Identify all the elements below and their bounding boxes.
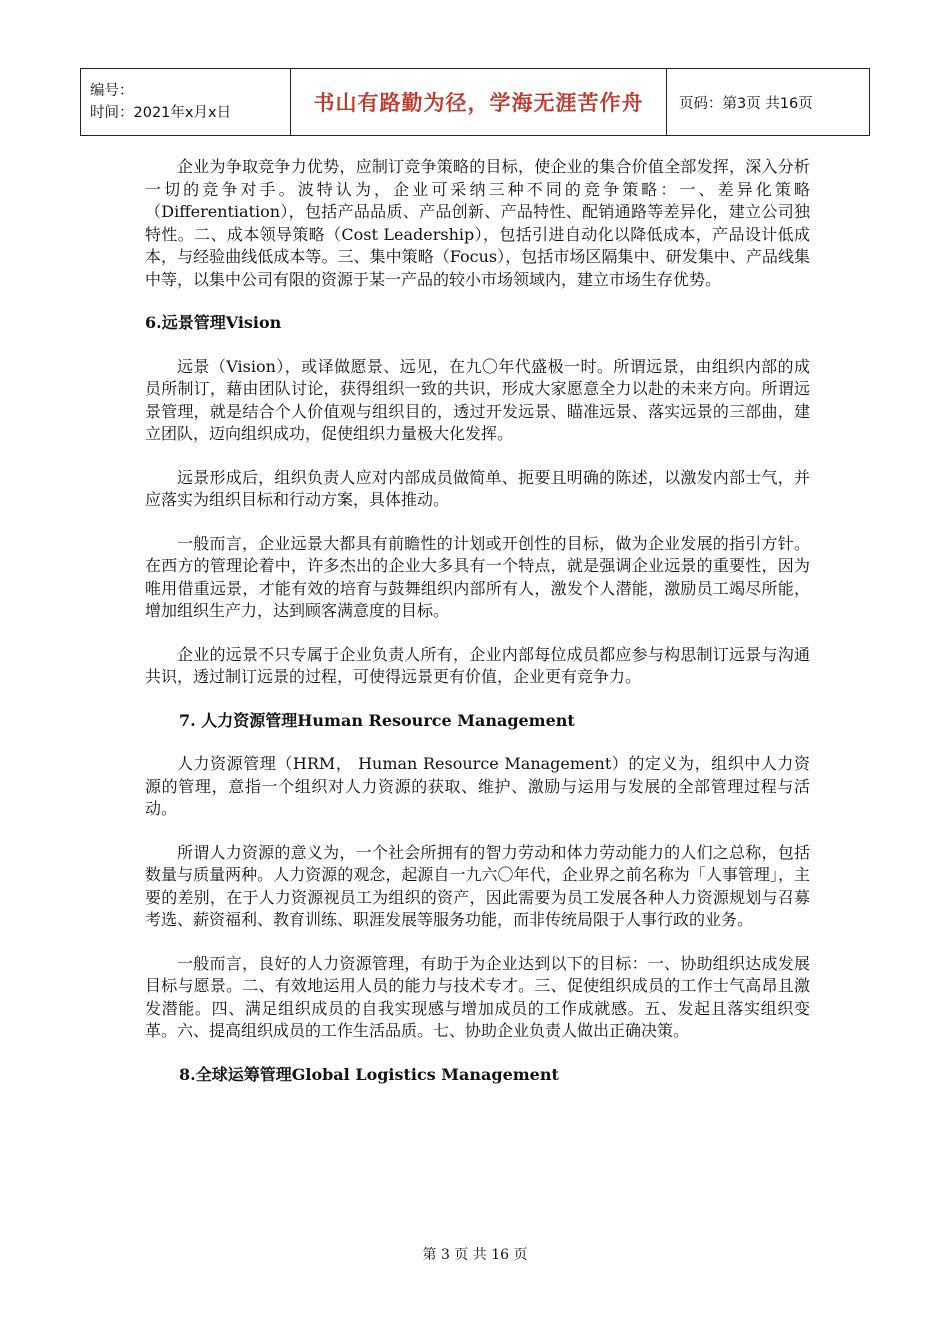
paragraph: 远景（Vision），或译做愿景、远见，在九〇年代盛极一时。所谓远景，由组织内部的成员所制订，藉由团队讨论，获得组织一致的共识，形成大家愿意全力以赴的未来方向。所谓远景管理，就是结合个人价值观与组织目的，透过开发远景、瞄准远景、落实远景的三部曲，建立团队，迈向组织成功，促使组织力量极大化发挥。	[145, 356, 810, 443]
paragraph: 企业为争取竞争力优势，应制订竞争策略的目标，使企业的集合价值全部发挥，深入分析一切的竞争对手。波特认为，企业可采纳三种不同的竞争策略：一、差异化策略（Differentiation），包括产品品质、产品创新、产品特性、配销通路等差异化，建立公司独特性。二、成本领导策略（Cost Leadership），包括引进自动化以降低成本，产品设计低成本，与经验曲线低成本等。三、集中策略（Focus），包括市场区隔集中、研发集中、产品线集中等，以集中公司有限的资源于某一产品的较小市场领域内，建立市场生存优势。	[145, 157, 810, 289]
section-heading: 7. 人力资源管理Human Resource Management	[179, 710, 575, 730]
page-header	[80, 68, 870, 136]
section-heading: 6.远景管理Vision	[145, 313, 282, 332]
document-number-label: 编号：	[90, 83, 134, 99]
paragraph: 所谓人力资源的意义为，一个社会所拥有的智力劳动和体力劳动能力的人们之总称，包括数量与质量两种。人力资源的观念，起源自一九六〇年代，企业界之前名称为「人事管理」，主要的差别，在于人力资源视员工为组织的资产，因此需要为员工发展各种人力资源规划与召募考选、薪资福利、教育训练、职涯发展等服务功能，而非传统局限于人事行政的业务。	[145, 842, 810, 929]
header-motto: 书山有路勤为径，学海无涯苦作舟	[291, 69, 667, 136]
document-body	[145, 156, 810, 1107]
paragraph: 远景形成后，组织负责人应对内部成员做简单、扼要且明确的陈述，以激发内部士气，并应落实为组织目标和行动方案，具体推动。	[145, 467, 810, 509]
page-footer	[0, 1244, 950, 1264]
header-page-number: 页码：第3页 共16页	[667, 69, 870, 136]
paragraph: 企业的远景不只专属于企业负责人所有，企业内部每位成员都应参与构思制订远景与沟通共识，透过制订远景的过程，可使得远景更有价值，企业更有竞争力。	[145, 644, 810, 686]
section-heading: 8.全球运筹管理Global Logistics Management	[179, 1064, 559, 1084]
paragraph: 一般而言，良好的人力资源管理，有助于为企业达到以下的目标：一、协助组织达成发展目标与愿景。二、有效地运用人员的能力与技术专才。三、促使组织成员的工作士气高昂且激发潜能。四、满足组织成员的自我实现感与增加成员的工作成就感。五、发起且落实组织变革。六、提高组织成员的工作生活品质。七、协助企业负责人做出正确决策。	[145, 953, 810, 1040]
header-meta	[81, 69, 291, 136]
paragraph: 人力资源管理（HRM， Human Resource Management）的定义为，组织中人力资源的管理，意指一个组织对人力资源的获取、维护、激励与运用与发展的全部管理过程与活动。	[145, 754, 810, 818]
document-time-label: 时间：2021年x月x日	[90, 105, 232, 121]
paragraph: 一般而言，企业远景大都具有前瞻性的计划或开创性的目标，做为企业发展的指引方针。在西方的管理论着中，许多杰出的企业大多具有一个特点，就是强调企业远景的重要性，因为唯用借重远景，才能有效的培育与鼓舞组织内部所有人，激发个人潜能，激励员工竭尽所能，增加组织生产力，达到顾客满意度的目标。	[145, 533, 810, 620]
footer-page-number: 第 3 页 共 16 页	[422, 1247, 528, 1263]
